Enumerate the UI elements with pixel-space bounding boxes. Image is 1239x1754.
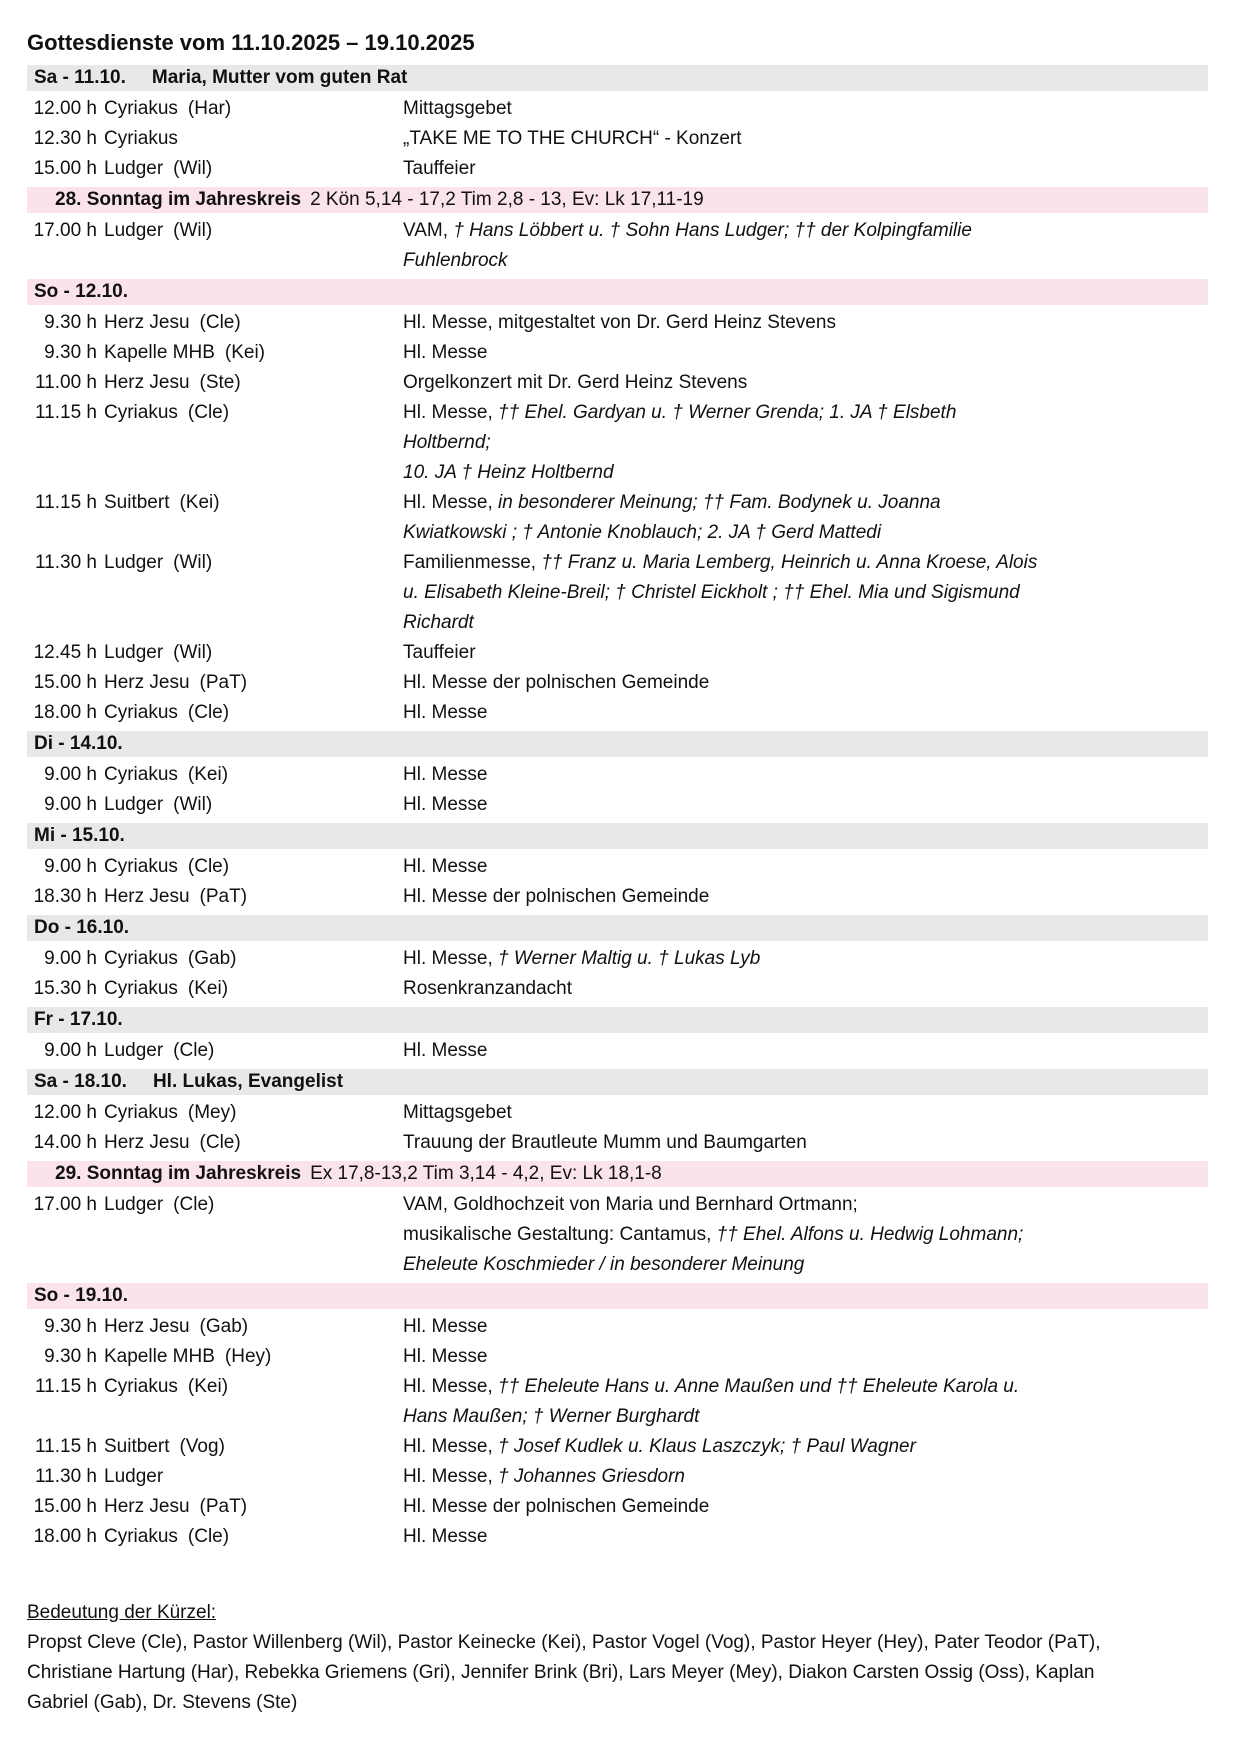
- sunday-readings: 2 Kön 5,14 - 17,2 Tim 2,8 - 13, Ev: Lk 17,11-19: [310, 189, 704, 210]
- location-name: Cyriakus: [104, 856, 178, 877]
- service-location: [104, 548, 396, 578]
- celebrant-code: (Kei): [187, 1376, 229, 1397]
- celebrant-code: (Hey): [224, 1346, 272, 1367]
- service-row: [27, 882, 1208, 912]
- description-line: [403, 1190, 1208, 1220]
- service-type-text: Mittagsgebet: [403, 1102, 512, 1123]
- service-row: [27, 1190, 1208, 1280]
- service-description: [403, 1462, 1208, 1492]
- service-type-text: Rosenkranzandacht: [403, 978, 572, 999]
- location-name: Cyriakus: [104, 948, 178, 969]
- sunday-label: 29. Sonntag im Jahreskreis: [55, 1163, 302, 1184]
- day-header: [27, 1283, 1208, 1309]
- service-time: 12.00 h: [33, 98, 97, 119]
- intention-text: † Johannes Griesdorn: [498, 1466, 685, 1487]
- service-location: [104, 398, 396, 428]
- service-row: [27, 94, 1208, 124]
- service-type-text: VAM, Goldhochzeit von Maria und Bernhard Ortmann;: [403, 1194, 858, 1215]
- service-location: [104, 1372, 396, 1402]
- service-type-text: musikalische Gestaltung: Cantamus,: [403, 1224, 717, 1245]
- day-feast: Maria, Mutter vom guten Rat: [151, 67, 408, 88]
- service-row: [27, 1432, 1208, 1462]
- service-time: 9.30 h: [44, 342, 97, 363]
- service-location: [104, 1036, 396, 1066]
- location-name: Cyriakus: [104, 1526, 178, 1547]
- celebrant-code: (Cle): [199, 312, 241, 333]
- day-label: Mi - 15.10.: [34, 825, 125, 846]
- celebrant-code: (PaT): [199, 886, 248, 907]
- service-type-text: Trauung der Brautleute Mumm und Baumgarten: [403, 1132, 807, 1153]
- service-type-text: Hl. Messe,: [403, 1436, 499, 1457]
- service-type-text: Hl. Messe: [403, 856, 488, 877]
- intention-text: †† Franz u. Maria Lemberg, Heinrich u. Anna Kroese, Alois: [541, 552, 1038, 573]
- service-time: 9.00 h: [44, 856, 97, 877]
- service-location: [104, 638, 396, 668]
- celebrant-code: (Cle): [199, 1132, 241, 1153]
- location-name: Herz Jesu: [104, 1316, 190, 1337]
- day-label: Sa - 11.10.: [34, 67, 126, 88]
- celebrant-code: (Wil): [173, 158, 213, 179]
- service-time: 18.00 h: [33, 1526, 97, 1547]
- service-row: [27, 760, 1208, 790]
- celebrant-code: (Cle): [187, 856, 230, 877]
- description-line: [403, 1342, 1208, 1372]
- celebrant-code: (Cle): [187, 402, 230, 423]
- description-line: [403, 608, 1208, 638]
- description-line: [403, 246, 1208, 276]
- intention-text: †† Eheleute Hans u. Anne Maußen und †† Eheleute Karola u.: [498, 1376, 1020, 1397]
- location-name: Suitbert: [104, 492, 170, 513]
- intention-text: 10. JA † Heinz Holtbernd: [403, 462, 614, 483]
- service-row: [27, 1098, 1208, 1128]
- day-header: [27, 1007, 1208, 1033]
- day-feast: Hl. Lukas, Evangelist: [152, 1071, 344, 1092]
- location-name: Ludger: [104, 158, 164, 179]
- service-time: 9.30 h: [44, 1346, 97, 1367]
- service-description: [403, 548, 1208, 638]
- description-line: [403, 94, 1208, 124]
- service-row: [27, 1492, 1208, 1522]
- service-location: [104, 338, 396, 368]
- day-label: So - 12.10.: [34, 281, 128, 302]
- service-type-text: Hl. Messe,: [403, 948, 499, 969]
- description-line: [403, 1372, 1208, 1402]
- service-location: [104, 154, 396, 184]
- day-header: [27, 1069, 1208, 1095]
- celebrant-code: (Cle): [173, 1194, 215, 1215]
- service-type-text: Hl. Messe: [403, 702, 488, 723]
- day-header: [27, 915, 1208, 941]
- service-type-text: Hl. Messe: [403, 794, 488, 815]
- location-name: Kapelle MHB: [104, 1346, 215, 1367]
- celebrant-code: (Ste): [199, 372, 241, 393]
- service-location: [104, 882, 396, 912]
- service-type-text: Hl. Messe,: [403, 1466, 499, 1487]
- description-line: [403, 216, 1208, 246]
- legend-line: Christiane Hartung (Har), Rebekka Griemens (Gri), Jennifer Brink (Bri), Lars Meyer (Mey), Diakon Carsten Ossig (Oss), Kaplan: [27, 1662, 1095, 1683]
- service-row: [27, 1372, 1208, 1432]
- service-row: [27, 1462, 1208, 1492]
- service-description: [403, 1190, 1208, 1280]
- celebrant-code: (Gab): [199, 1316, 249, 1337]
- celebrant-code: (Kei): [187, 978, 229, 999]
- service-description: [403, 1036, 1208, 1066]
- service-time: 17.00 h: [33, 220, 97, 241]
- service-description: [403, 698, 1208, 728]
- description-line: [403, 1098, 1208, 1128]
- service-row: [27, 124, 1208, 154]
- service-row: [27, 638, 1208, 668]
- service-type-text: Hl. Messe: [403, 1346, 488, 1367]
- service-description: [403, 1342, 1208, 1372]
- description-line: [403, 760, 1208, 790]
- service-description: [403, 760, 1208, 790]
- description-line: [403, 428, 1208, 458]
- day-label: Fr - 17.10.: [34, 1009, 123, 1030]
- service-row: [27, 852, 1208, 882]
- location-name: Herz Jesu: [104, 312, 190, 333]
- service-row: [27, 154, 1208, 184]
- intention-text: † Hans Löbbert u. † Sohn Hans Ludger; †† der Kolpingfamilie: [453, 220, 972, 241]
- celebrant-code: (PaT): [199, 672, 248, 693]
- location-name: Cyriakus: [104, 978, 178, 999]
- service-description: [403, 308, 1208, 338]
- service-type-text: Hl. Messe: [403, 1316, 488, 1337]
- description-line: [403, 1312, 1208, 1342]
- service-type-text: Familienmesse,: [403, 552, 542, 573]
- service-type-text: Hl. Messe der polnischen Gemeinde: [403, 672, 710, 693]
- service-row: [27, 1036, 1208, 1066]
- service-time: 18.00 h: [33, 702, 97, 723]
- service-time: 9.30 h: [44, 312, 97, 333]
- intention-text: † Josef Kudlek u. Klaus Laszczyk; † Paul Wagner: [498, 1436, 916, 1457]
- day-header: [27, 65, 1208, 91]
- location-name: Ludger: [104, 220, 164, 241]
- service-row: [27, 698, 1208, 728]
- service-description: [403, 1312, 1208, 1342]
- service-type-text: Hl. Messe: [403, 1526, 488, 1547]
- service-type-text: Hl. Messe,: [403, 1376, 499, 1397]
- service-location: [104, 1190, 396, 1220]
- service-description: [403, 1522, 1208, 1552]
- service-row: [27, 1128, 1208, 1158]
- intention-text: †† Ehel. Alfons u. Hedwig Lohmann;: [716, 1224, 1024, 1245]
- service-type-text: VAM,: [403, 220, 454, 241]
- description-line: [403, 882, 1208, 912]
- location-name: Ludger: [104, 552, 164, 573]
- service-type-text: Hl. Messe,: [403, 492, 499, 513]
- description-line: [403, 1492, 1208, 1522]
- service-row: [27, 668, 1208, 698]
- celebrant-code: (Cle): [187, 702, 230, 723]
- service-time: 17.00 h: [33, 1194, 97, 1215]
- description-line: [403, 638, 1208, 668]
- day-header: [27, 279, 1208, 305]
- service-row: [27, 944, 1208, 974]
- celebrant-code: (Wil): [173, 794, 213, 815]
- service-type-text: Tauffeier: [403, 158, 476, 179]
- day-label: Di - 14.10.: [34, 733, 123, 754]
- service-row: [27, 790, 1208, 820]
- location-name: Ludger: [104, 1040, 164, 1061]
- intention-text: Holtbernd;: [403, 432, 491, 453]
- location-name: Cyriakus: [104, 1376, 178, 1397]
- service-description: [403, 1432, 1208, 1462]
- service-description: [403, 368, 1208, 398]
- description-line: [403, 1128, 1208, 1158]
- service-location: [104, 1522, 396, 1552]
- service-description: [403, 944, 1208, 974]
- service-row: [27, 216, 1208, 276]
- service-location: [104, 668, 396, 698]
- description-line: [403, 308, 1208, 338]
- service-time: 12.00 h: [33, 1102, 97, 1123]
- celebrant-code: (Wil): [173, 642, 213, 663]
- intention-text: in besonderer Meinung; †† Fam. Bodynek u. Joanna: [498, 492, 941, 513]
- location-name: Cyriakus: [104, 128, 178, 149]
- service-type-text: Hl. Messe: [403, 1040, 488, 1061]
- service-row: [27, 398, 1208, 488]
- celebrant-code: (Cle): [173, 1040, 215, 1061]
- service-time: 9.30 h: [44, 1316, 97, 1337]
- location-name: Cyriakus: [104, 98, 178, 119]
- service-description: [403, 1098, 1208, 1128]
- service-time: 11.00 h: [35, 372, 97, 393]
- description-line: [403, 518, 1208, 548]
- service-location: [104, 852, 396, 882]
- intention-text: Hans Maußen; † Werner Burghardt: [403, 1406, 700, 1427]
- description-line: [403, 1220, 1208, 1250]
- service-row: [27, 338, 1208, 368]
- description-line: [403, 1402, 1208, 1432]
- service-description: [403, 974, 1208, 1004]
- description-line: [403, 852, 1208, 882]
- location-name: Ludger: [104, 1194, 164, 1215]
- service-description: [403, 638, 1208, 668]
- service-time: 11.15 h: [35, 402, 97, 423]
- service-description: [403, 398, 1208, 488]
- intention-text: Fuhlenbrock: [403, 250, 508, 271]
- location-name: Herz Jesu: [104, 1132, 190, 1153]
- legend-heading: Bedeutung der Kürzel:: [27, 1602, 217, 1623]
- service-row: [27, 1312, 1208, 1342]
- service-location: [104, 1098, 396, 1128]
- celebrant-code: (Gab): [187, 948, 237, 969]
- description-line: [403, 1522, 1208, 1552]
- service-time: 15.00 h: [33, 158, 97, 179]
- service-time: 11.15 h: [35, 1436, 97, 1457]
- service-description: [403, 1492, 1208, 1522]
- service-description: [403, 154, 1208, 184]
- service-description: [403, 1372, 1208, 1432]
- description-line: [403, 578, 1208, 608]
- service-location: [104, 216, 396, 246]
- service-description: [403, 124, 1208, 154]
- service-type-text: Hl. Messe, mitgestaltet von Dr. Gerd Heinz Stevens: [403, 312, 836, 333]
- celebrant-code: (Wil): [173, 552, 213, 573]
- description-line: [403, 1462, 1208, 1492]
- location-name: Herz Jesu: [104, 886, 190, 907]
- celebrant-code: (PaT): [199, 1496, 248, 1517]
- service-description: [403, 338, 1208, 368]
- sunday-header: [27, 187, 1208, 213]
- service-location: [104, 94, 396, 124]
- description-line: [403, 1036, 1208, 1066]
- sunday-header: [27, 1161, 1208, 1187]
- intention-text: †† Ehel. Gardyan u. † Werner Grenda; 1. JA † Elsbeth: [498, 402, 957, 423]
- service-row: [27, 488, 1208, 548]
- service-row: [27, 368, 1208, 398]
- legend-line: Propst Cleve (Cle), Pastor Willenberg (Wil), Pastor Keinecke (Kei), Pastor Vogel (Vog), Pastor Heyer (Hey), Pater Teodor (PaT),: [27, 1632, 1101, 1653]
- location-name: Cyriakus: [104, 1102, 178, 1123]
- celebrant-code: (Vog): [179, 1436, 225, 1457]
- day-label: Do - 16.10.: [34, 917, 130, 938]
- service-time: 9.00 h: [44, 948, 97, 969]
- service-location: [104, 1462, 396, 1492]
- service-location: [104, 944, 396, 974]
- location-name: Herz Jesu: [104, 1496, 190, 1517]
- description-line: [403, 698, 1208, 728]
- day-label: So - 19.10.: [34, 1285, 128, 1306]
- service-type-text: Hl. Messe der polnischen Gemeinde: [403, 886, 710, 907]
- service-time: 12.45 h: [33, 642, 97, 663]
- schedule-table: [27, 65, 1208, 1552]
- service-location: [104, 1492, 396, 1522]
- service-time: 11.30 h: [35, 552, 97, 573]
- service-location: [104, 488, 396, 518]
- service-time: 11.30 h: [35, 1466, 97, 1487]
- intention-text: u. Elisabeth Kleine-Breil; † Christel Eickholt ; †† Ehel. Mia und Sigismund: [403, 582, 1020, 603]
- intention-text: † Werner Maltig u. † Lukas Lyb: [498, 948, 761, 969]
- page-title: Gottesdienste vom 11.10.2025 – 19.10.2025: [27, 30, 475, 55]
- location-name: Herz Jesu: [104, 372, 190, 393]
- service-description: [403, 94, 1208, 124]
- description-line: [403, 548, 1208, 578]
- legend: [27, 1598, 1208, 1718]
- service-type-text: Mittagsgebet: [403, 98, 512, 119]
- service-location: [104, 698, 396, 728]
- description-line: [403, 1250, 1208, 1280]
- service-time: 15.00 h: [33, 1496, 97, 1517]
- service-time: 14.00 h: [33, 1132, 97, 1153]
- description-line: [403, 124, 1208, 154]
- service-row: [27, 548, 1208, 638]
- celebrant-code: (Cle): [187, 1526, 230, 1547]
- day-header: [27, 823, 1208, 849]
- service-row: [27, 974, 1208, 1004]
- service-description: [403, 216, 1208, 276]
- service-location: [104, 1432, 396, 1462]
- description-line: [403, 668, 1208, 698]
- description-line: [403, 338, 1208, 368]
- location-name: Cyriakus: [104, 402, 178, 423]
- description-line: [403, 944, 1208, 974]
- location-name: Herz Jesu: [104, 672, 190, 693]
- service-description: [403, 852, 1208, 882]
- intention-text: Richardt: [403, 612, 474, 633]
- celebrant-code: (Kei): [179, 492, 220, 513]
- celebrant-code: (Mey): [187, 1102, 237, 1123]
- celebrant-code: (Har): [187, 98, 232, 119]
- service-row: [27, 1342, 1208, 1372]
- intention-text: Eheleute Koschmieder / in besonderer Meinung: [403, 1254, 805, 1275]
- service-location: [104, 974, 396, 1004]
- service-row: [27, 308, 1208, 338]
- description-line: [403, 458, 1208, 488]
- service-description: [403, 790, 1208, 820]
- location-name: Cyriakus: [104, 764, 178, 785]
- description-line: [403, 368, 1208, 398]
- sunday-label: 28. Sonntag im Jahreskreis: [55, 189, 302, 210]
- description-line: [403, 488, 1208, 518]
- service-type-text: Tauffeier: [403, 642, 476, 663]
- service-row: [27, 1522, 1208, 1552]
- description-line: [403, 790, 1208, 820]
- service-type-text: Orgelkonzert mit Dr. Gerd Heinz Stevens: [403, 372, 748, 393]
- description-line: [403, 1432, 1208, 1462]
- service-type-text: Hl. Messe: [403, 764, 488, 785]
- location-name: Ludger: [104, 642, 164, 663]
- service-type-text: Hl. Messe,: [403, 402, 499, 423]
- celebrant-code: (Wil): [173, 220, 213, 241]
- service-description: [403, 488, 1208, 548]
- service-location: [104, 124, 396, 154]
- description-line: [403, 398, 1208, 428]
- service-time: 11.15 h: [35, 492, 97, 513]
- legend-line: Gabriel (Gab), Dr. Stevens (Ste): [27, 1692, 298, 1713]
- service-time: 9.00 h: [44, 1040, 97, 1061]
- service-type-text: „TAKE ME TO THE CHURCH“ - Konzert: [403, 128, 742, 149]
- celebrant-code: (Kei): [224, 342, 266, 363]
- location-name: Ludger: [104, 1466, 164, 1487]
- service-location: [104, 368, 396, 398]
- service-time: 18.30 h: [33, 886, 97, 907]
- service-location: [104, 1342, 396, 1372]
- service-time: 12.30 h: [33, 128, 97, 149]
- service-time: 9.00 h: [44, 794, 97, 815]
- description-line: [403, 974, 1208, 1004]
- service-time: 9.00 h: [44, 764, 97, 785]
- location-name: Kapelle MHB: [104, 342, 215, 363]
- service-time: 15.30 h: [33, 978, 97, 999]
- celebrant-code: (Kei): [187, 764, 229, 785]
- service-type-text: Hl. Messe der polnischen Gemeinde: [403, 1496, 710, 1517]
- location-name: Ludger: [104, 794, 164, 815]
- service-type-text: Hl. Messe: [403, 342, 488, 363]
- location-name: Cyriakus: [104, 702, 178, 723]
- sunday-readings: Ex 17,8-13,2 Tim 3,14 - 4,2, Ev: Lk 18,1-8: [310, 1163, 662, 1184]
- service-description: [403, 882, 1208, 912]
- day-label: Sa - 18.10.: [34, 1071, 127, 1092]
- service-location: [104, 1312, 396, 1342]
- service-time: 15.00 h: [33, 672, 97, 693]
- service-description: [403, 668, 1208, 698]
- legend-text: [27, 1628, 1208, 1718]
- location-name: Suitbert: [104, 1436, 170, 1457]
- service-location: [104, 308, 396, 338]
- description-line: [403, 154, 1208, 184]
- service-location: [104, 1128, 396, 1158]
- intention-text: Kwiatkowski ; † Antonie Knoblauch; 2. JA † Gerd Mattedi: [403, 522, 882, 543]
- day-header: [27, 731, 1208, 757]
- service-time: 11.15 h: [35, 1376, 97, 1397]
- service-description: [403, 1128, 1208, 1158]
- service-location: [104, 790, 396, 820]
- service-location: [104, 760, 396, 790]
